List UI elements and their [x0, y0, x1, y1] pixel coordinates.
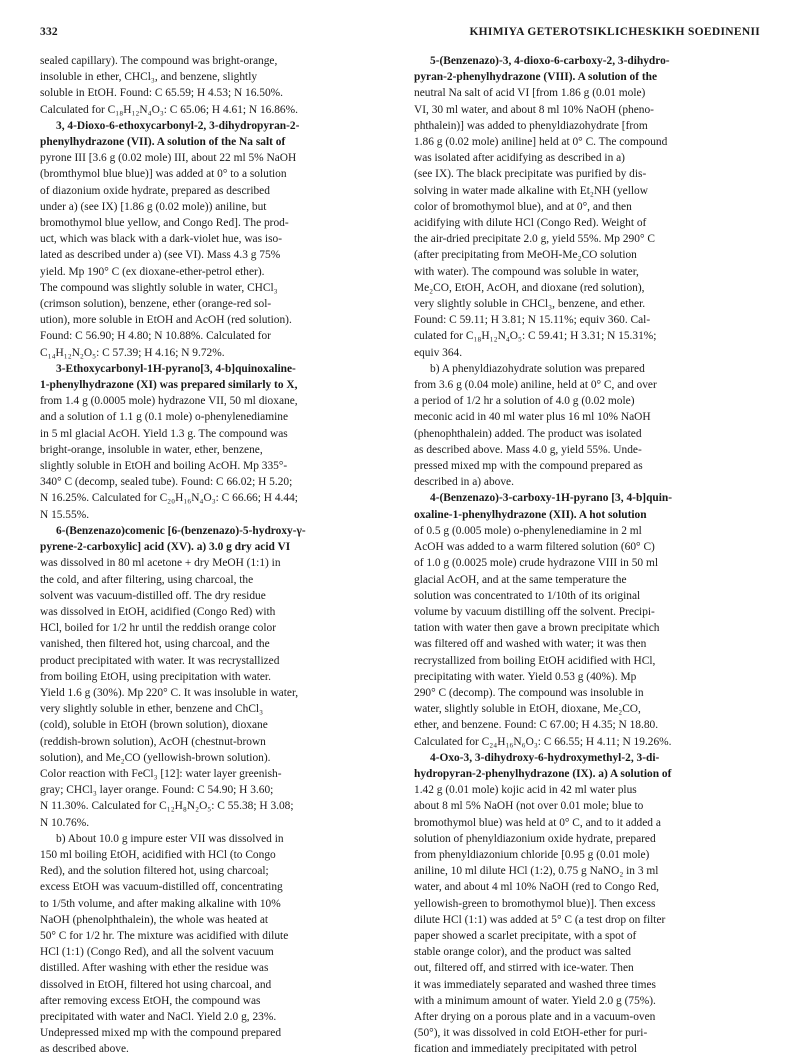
text-line: about 8 ml 5% NaOH (not over 0.01 mole; blue to: [414, 800, 644, 813]
text-line: glacial AcOH, and at the same temperature the: [414, 573, 627, 586]
text-line: to 1/5th volume, and after making alkaline with 10%: [40, 897, 281, 910]
paragraph: [414, 361, 764, 491]
text-line: out, filtered off, and stirred with ice-water. Then: [414, 962, 634, 975]
text-line: color of bromothymol blue), and at 0°, and then: [414, 200, 632, 213]
text-line: (see IX). The black precipitate was purified by dis-: [414, 168, 647, 181]
text-line: (reddish-brown solution), AcOH (chestnut-brown: [40, 735, 266, 748]
text-line: N 15.55%.: [40, 508, 90, 521]
text-line: solution of phenyldiazonium oxide hydrate, prepared: [414, 832, 656, 845]
text-line: and a solution of 1.1 g (0.1 mole) o-phenylenediamine: [40, 411, 289, 424]
paragraph: [414, 750, 764, 1058]
text-line: soluble in EtOH. Found: C 65.59; H 4.53; N 16.50%.: [40, 87, 284, 100]
text-line: ether, and benzene. Found: C 67.00; H 4.35; N 18.80.: [414, 719, 659, 732]
text-line: N 10.76%.: [40, 816, 90, 829]
page-number: 332: [40, 26, 58, 38]
text-line: AcOH was added to a warm filtered solution (60° C): [414, 541, 655, 554]
text-line: from phenyldiazonium chloride [0.95 g (0.01 mole): [414, 848, 650, 861]
text-line: described in a) above.: [414, 476, 514, 489]
text-line: pyrone III [3.6 g (0.02 mole) III, about 22 ml 5% NaOH: [40, 152, 297, 165]
text-line: as described above. Mass 4.0 g, yield 55%. Unde-: [414, 443, 642, 456]
text-line: slightly soluble in EtOH and boiling AcOH. Mp 335°-: [40, 460, 288, 473]
text-line: with water). The compound was soluble in water,: [414, 265, 639, 278]
text-line: Color reaction with FeCl₃ [12]: water layer greenish-: [40, 767, 282, 780]
text-line: phenylhydrazone (VII). A solution of the Na salt of: [40, 136, 286, 149]
paragraph: [414, 53, 764, 361]
text-line: (crimson solution), benzene, ether (orange-red sol-: [40, 298, 272, 311]
text-line: 6-(Benzenazo)comenic [6-(benzenazo)-5-hydroxy-γ-: [56, 524, 306, 537]
text-line: N 16.25%. Calculated for C₂₀H₁₆N₄O₃: C 66.66; H 4.44;: [40, 492, 298, 505]
text-line: product precipitated with water. It was recrystallized: [40, 654, 280, 667]
text-line: 290° C (decomp). The compound was insoluble in: [414, 686, 644, 699]
text-line: solution was concentrated to 1/10th of its original: [414, 589, 641, 602]
text-line: 150 ml boiling EtOH, acidified with HCl (to Congo: [40, 848, 276, 861]
text-line: (after precipitating from MeOH-Me₂CO solution: [414, 249, 637, 262]
text-line: 4-Oxo-3, 3-dihydroxy-6-hydroxymethyl-2, 3-di-: [430, 751, 660, 764]
text-line: 50° C for 1/2 hr. The mixture was acidified with dilute: [40, 929, 289, 942]
text-line: as described above.: [40, 1043, 129, 1056]
text-line: 1.86 g (0.02 mole) aniline] held at 0° C. The compound: [414, 136, 668, 149]
text-line: acidifying with dilute HCl (Congo Red). Weight of: [414, 217, 647, 230]
text-line: culated for C₁₈H₁₂N₄O₅: C 59.41; H 3.31; N 15.31%;: [414, 330, 657, 343]
right-column: [414, 53, 764, 1058]
text-line: 4-(Benzenazo)-3-carboxy-1H-pyrano [3, 4-b]quin-: [430, 492, 673, 505]
text-line: from boiling EtOH, using precipitation with water.: [40, 670, 271, 683]
text-line: bromothymol blue yellow, and Congo Red]. The prod-: [40, 217, 289, 230]
text-line: Yield 1.6 g (30%). Mp 220° C. It was insoluble in water,: [40, 686, 299, 699]
text-line: a period of 1/2 hr a solution of 4.0 g (0.02 mole): [414, 395, 635, 408]
text-line: Red), and the solution filtered hot, using charcoal;: [40, 865, 269, 878]
text-line: (bromthymol blue blue)] was added at 0° to a solution: [40, 168, 287, 181]
text-line: Me₂CO, EtOH, AcOH, and dioxane (red solution),: [414, 281, 645, 294]
text-line: solvent was vacuum-distilled off. The dry residue: [40, 589, 266, 602]
text-line: excess EtOH was vacuum-distilled off, concentrating: [40, 881, 283, 894]
text-line: 1.42 g (0.01 mole) kojic acid in 42 ml water plus: [414, 784, 637, 797]
text-line: b) About 10.0 g impure ester VII was dissolved in: [56, 832, 284, 845]
text-line: very slightly soluble in ether, benzene and ChCl₃: [40, 703, 264, 716]
text-line: Undepressed mixed mp with the compound prepared: [40, 1027, 282, 1040]
text-line: hydropyran-2-phenylhydrazone (IX). a) A solution of: [414, 767, 672, 780]
text-line: from 3.6 g (0.04 mole) aniline, held at 0° C, and over: [414, 379, 657, 392]
text-line: distilled. After washing with ether the residue was: [40, 962, 269, 975]
text-line: equiv 364.: [414, 346, 463, 359]
text-line: sealed capillary). The compound was bright-orange,: [40, 55, 278, 67]
text-line: 3, 4-Dioxo-6-ethoxycarbonyl-2, 3-dihydropyran-2-: [56, 119, 300, 132]
text-line: very slightly soluble in CHCl₃, benzene, and ether.: [414, 298, 646, 311]
text-line: precipitating with water. Yield 0.53 g (40%). Mp: [414, 670, 637, 683]
text-line: meconic acid in 40 ml water plus 16 ml 10% NaOH: [414, 411, 651, 424]
text-line: bright-orange, insoluble in water, ether, benzene,: [40, 443, 263, 456]
text-line: dissolved in EtOH, filtered hot using charcoal, and: [40, 978, 272, 991]
text-line: yield. Mp 190° C (ex dioxane-ether-petrol ether).: [40, 265, 265, 278]
text-line: bromothymol blue) was held at 0° C, and to it added a: [414, 816, 661, 829]
text-line: solution), and Me₂CO (yellowish-brown solution).: [40, 751, 271, 764]
text-line: uct, which was black with a dark-violet hue, was iso-: [40, 233, 282, 246]
text-line: stable orange color), and the product was salted: [414, 946, 631, 959]
text-line: paper showed a scarlet precipitate, with a spot of: [414, 929, 637, 942]
paragraph: [40, 831, 390, 1058]
text-line: was filtered off and washed with water; it was then: [414, 638, 647, 651]
text-line: HCl, boiled for 1/2 hr until the reddish orange color: [40, 622, 276, 635]
paragraph: [40, 53, 390, 118]
text-line: C₁₄H₁₂N₂O₅: C 57.39; H 4.16; N 9.72%.: [40, 346, 225, 359]
text-line: precipitated with water and NaCl. Yield 2.0 g, 23%.: [40, 1010, 277, 1023]
left-column: [40, 53, 390, 1058]
text-line: was isolated after acidifying as described in a): [414, 152, 625, 165]
text-line: with a minimum amount of water. Yield 2.0 g (75%).: [414, 994, 656, 1007]
text-line: water, and about 4 ml 10% NaOH (red to Congo Red,: [414, 881, 660, 894]
text-line: of 1.0 g (0.0025 mole) crude hydrazone VIII in 50 ml: [414, 557, 658, 570]
text-line: fication and immediately precipitated with petrol: [414, 1043, 637, 1056]
text-line: pyrene-2-carboxylic] acid (XV). a) 3.0 g dry acid VI: [40, 541, 291, 554]
paragraph: [40, 361, 390, 523]
text-line: yellowish-green to bromothymol blue)]. Then excess: [414, 897, 656, 910]
text-line: 1-phenylhydrazone (XI) was prepared similarly to X,: [40, 379, 298, 392]
text-line: the cold, and after filtering, using charcoal, the: [40, 573, 254, 586]
text-line: of 0.5 g (0.005 mole) o-phenylenediamine in 2 ml: [414, 524, 642, 537]
text-line: NaOH (phenolphthalein), the whole was heated at: [40, 913, 269, 926]
text-line: 340° C (decomp, sealed tube). Found: C 66.02; H 5.20;: [40, 476, 293, 489]
text-line: it was immediately separated and washed three times: [414, 978, 656, 991]
text-line: VI, 30 ml water, and about 8 ml 10% NaOH (pheno-: [414, 103, 654, 116]
text-line: b) A phenyldiazohydrate solution was prepared: [430, 362, 645, 375]
text-line: N 11.30%. Calculated for C₁₂H₈N₂O₅: C 55.38; H 3.08;: [40, 800, 294, 813]
text-line: neutral Na salt of acid VI [from 1.86 g (0.01 mole): [414, 87, 646, 100]
text-line: insoluble in ether, CHCl₃, and benzene, slightly: [40, 71, 258, 84]
text-line: 3-Ethoxycarbonyl-1H-pyrano[3, 4-b]quinoxaline-: [56, 362, 296, 375]
text-line: water, slightly soluble in EtOH, dioxane, Me₂CO,: [414, 703, 641, 716]
text-line: (phenophthalein) added. The product was isolated: [414, 427, 642, 440]
text-line: oxaline-1-phenylhydrazone (XII). A hot solution: [414, 508, 647, 521]
text-line: After drying on a porous plate and in a vacuum-oven: [414, 1010, 656, 1023]
text-line: 5-(Benzenazo)-3, 4-dioxo-6-carboxy-2, 3-dihydro-: [430, 55, 670, 67]
text-line: vanished, then filtered hot, using charcoal, and the: [40, 638, 270, 651]
text-line: recrystallized from boiling EtOH acidified with HCl,: [414, 654, 656, 667]
text-line: after removing excess EtOH, the compound was: [40, 994, 261, 1007]
text-line: (50°), it was dissolved in cold EtOH-ether for puri-: [414, 1027, 648, 1040]
paragraph: [414, 490, 764, 749]
page-header: [40, 26, 760, 44]
text-line: from 1.4 g (0.0005 mole) hydrazone VII, 50 ml dioxane,: [40, 395, 298, 408]
text-line: was dissolved in 80 ml acetone + dry MeOH (1:1) in: [40, 557, 281, 570]
text-line: The compound was slightly soluble in water, CHCl₃: [40, 281, 278, 294]
text-line: HCl (1:1) (Congo Red), and all the solvent vacuum: [40, 946, 274, 959]
text-line: gray; CHCl₃ layer orange. Found: C 54.90; H 3.60;: [40, 784, 274, 797]
text-line: tation with water then gave a brown precipitate which: [414, 622, 660, 635]
journal-title: KHIMIYA GETEROTSIKLICHESKIKH SOEDINENII: [469, 26, 760, 38]
text-line: was dissolved in EtOH, acidified (Congo Red) with: [40, 605, 276, 618]
text-line: Found: C 56.90; H 4.80; N 10.88%. Calculated for: [40, 330, 271, 343]
text-line: phthalein)] was added to phenyldiazohydrate [from: [414, 119, 648, 132]
paragraph: [40, 523, 390, 831]
text-line: aniline, 10 ml dilute HCl (1:2), 0.75 g NaNO₂ in 3 ml: [414, 865, 659, 878]
text-line: solving in water made alkaline with Et₂NH (yellow: [414, 184, 648, 197]
text-line: Calculated for C₂₄H₁₆N₆O₃: C 66.55; H 4.11; N 19.26%.: [414, 735, 672, 748]
text-line: under a) (see IX) [1.86 g (0.02 mole)) aniline, but: [40, 200, 267, 213]
text-line: Found: C 59.11; H 3.81; N 15.11%; equiv 360. Cal-: [414, 314, 651, 327]
text-line: volume by vacuum distilling off the solvent. Precipi-: [414, 605, 655, 618]
text-line: ution), more soluble in EtOH and AcOH (red solution).: [40, 314, 292, 327]
text-line: lated as described under a) (see VI). Mass 4.3 g 75%: [40, 249, 281, 262]
text-line: Calculated for C₁₈H₁₂N₄O₃: C 65.06; H 4.61; N 16.86%.: [40, 103, 298, 116]
text-line: in 5 ml glacial AcOH. Yield 1.3 g. The compound was: [40, 427, 288, 440]
text-line: dilute HCl (1:1) was added at 5° C (a test drop on filter: [414, 913, 666, 926]
text-line: the air-dried precipitate 2.0 g, yield 55%. Mp 290° C: [414, 233, 655, 246]
text-line: pyran-2-phenylhydrazone (VIII). A solution of the: [414, 71, 658, 84]
text-line: (cold), soluble in EtOH (brown solution), dioxane: [40, 719, 268, 732]
text-line: pressed mixed mp with the compound prepared as: [414, 460, 643, 473]
text-line: of diazonium oxide hydrate, prepared as described: [40, 184, 270, 197]
paragraph: [40, 118, 390, 361]
